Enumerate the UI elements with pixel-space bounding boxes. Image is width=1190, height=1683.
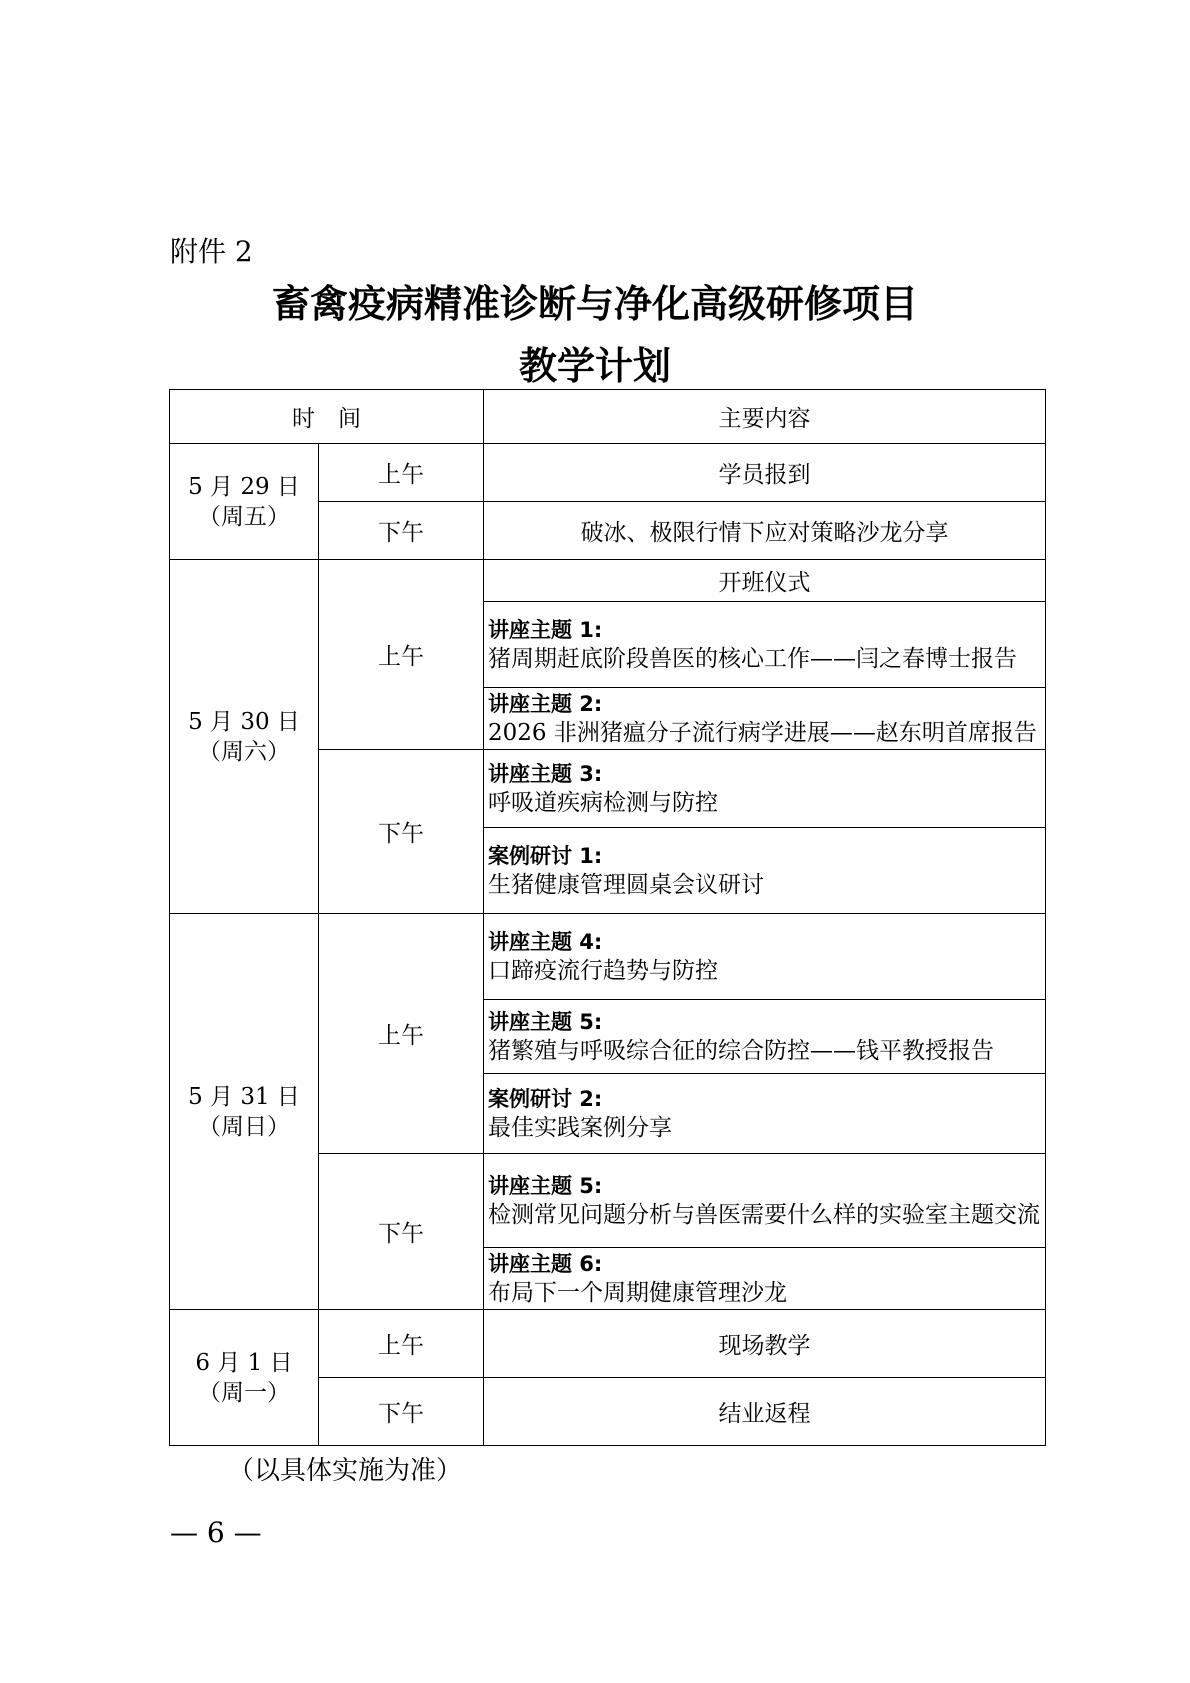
content-cell: 开班仪式	[484, 560, 1046, 602]
date-text: 5 月 31 日	[188, 1083, 300, 1110]
period-pm: 下午	[319, 1154, 484, 1310]
date-cell	[170, 1310, 319, 1446]
header-content: 主要内容	[484, 390, 1046, 444]
date-text: 6 月 1 日	[195, 1349, 293, 1376]
document-title: 畜禽疫病精准诊断与净化高级研修项目	[271, 282, 918, 326]
session-heading: 讲座主题 6:	[488, 1251, 603, 1276]
content-cell	[484, 1154, 1046, 1248]
content-cell	[484, 602, 1046, 688]
period-am: 上午	[319, 914, 484, 1154]
content-cell	[484, 750, 1046, 828]
session-text: 呼吸道疾病检测与防控	[488, 789, 718, 816]
session-text: 口蹄疫流行趋势与防控	[488, 957, 718, 984]
table-row	[170, 914, 1046, 1000]
content-cell	[484, 914, 1046, 1000]
table-row	[170, 444, 1046, 502]
table-row	[170, 1310, 1046, 1378]
weekday-text: （周五）	[198, 503, 290, 530]
period-am: 上午	[319, 1310, 484, 1378]
session-text: 最佳实践案例分享	[488, 1114, 672, 1141]
content-cell: 学员报到	[484, 444, 1046, 502]
content-cell	[484, 688, 1046, 750]
period-pm: 下午	[319, 502, 484, 560]
session-heading: 讲座主题 5:	[488, 1009, 603, 1034]
session-heading: 案例研讨 2:	[488, 1086, 603, 1111]
session-text: 2026 非洲猪瘟分子流行病学进展——赵东明首席报告	[488, 719, 1037, 746]
date-text: 5 月 30 日	[188, 708, 300, 735]
weekday-text: （周六）	[198, 738, 290, 765]
page-number: — 6 —	[170, 1516, 262, 1549]
session-heading: 讲座主题 1:	[488, 617, 603, 642]
weekday-text: （周日）	[198, 1113, 290, 1140]
date-text: 5 月 29 日	[188, 473, 300, 500]
session-heading: 讲座主题 3:	[488, 761, 603, 786]
table-header-row	[170, 390, 1046, 444]
content-cell: 现场教学	[484, 1310, 1046, 1378]
session-heading: 讲座主题 2:	[488, 691, 603, 716]
content-cell: 破冰、极限行情下应对策略沙龙分享	[484, 502, 1046, 560]
session-text: 猪周期赶底阶段兽医的核心工作——闫之春博士报告	[488, 645, 1017, 672]
session-heading: 案例研讨 1:	[488, 843, 603, 868]
session-heading: 讲座主题 4:	[488, 929, 603, 954]
weekday-text: （周一）	[198, 1379, 290, 1406]
period-pm: 下午	[319, 1378, 484, 1446]
content-cell: 结业返程	[484, 1378, 1046, 1446]
session-heading: 讲座主题 5:	[488, 1173, 603, 1198]
header-time: 时 间	[170, 390, 484, 444]
content-cell	[484, 828, 1046, 914]
table-row	[170, 560, 1046, 602]
content-cell	[484, 1248, 1046, 1310]
date-cell	[170, 914, 319, 1310]
footnote: （以具体实施为准）	[228, 1456, 463, 1486]
date-cell	[170, 560, 319, 914]
session-text: 猪繁殖与呼吸综合征的综合防控——钱平教授报告	[488, 1037, 994, 1064]
document-subtitle: 教学计划	[518, 344, 671, 388]
session-text: 生猪健康管理圆桌会议研讨	[488, 871, 764, 898]
attachment-label: 附件 2	[170, 235, 253, 268]
content-cell	[484, 1074, 1046, 1154]
period-am: 上午	[319, 444, 484, 502]
teaching-plan-table	[169, 389, 1046, 1446]
period-am: 上午	[319, 560, 484, 750]
session-text: 检测常见问题分析与兽医需要什么样的实验室主题交流	[488, 1201, 1040, 1228]
content-cell	[484, 1000, 1046, 1074]
session-text: 布局下一个周期健康管理沙龙	[488, 1279, 787, 1306]
period-pm: 下午	[319, 750, 484, 914]
date-cell	[170, 444, 319, 560]
